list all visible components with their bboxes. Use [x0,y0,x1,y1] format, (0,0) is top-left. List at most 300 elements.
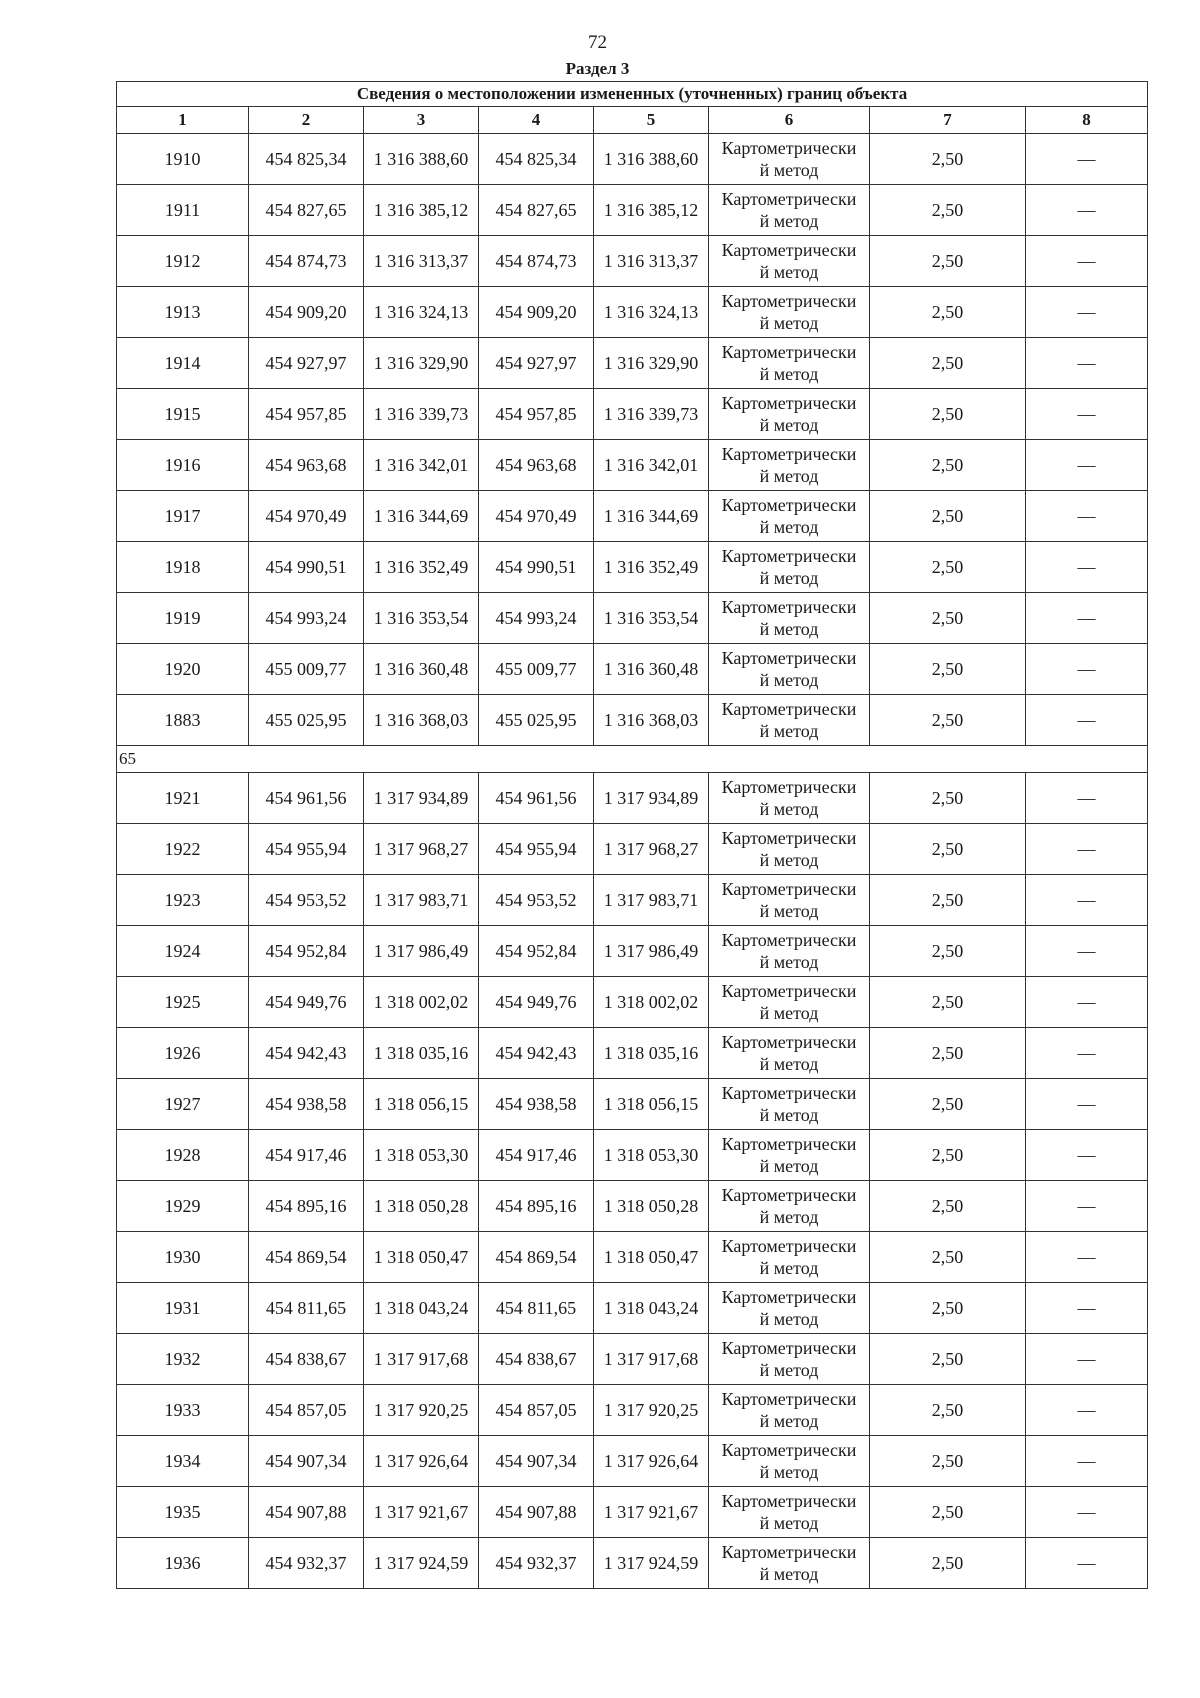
method-text-line1: Картометрически [721,1134,857,1154]
method-text-line1: Картометрически [721,546,857,566]
table-caption-row [117,82,1148,107]
method-text-line2: й метод [759,619,819,639]
y-existing-cell: 1 316 368,03 [364,695,479,746]
method-text-line2: й метод [759,568,819,588]
description-cell: — [1026,695,1148,746]
point-number-cell: 1918 [117,542,249,593]
description-cell: — [1026,644,1148,695]
method-cell [709,338,870,389]
method-text-line1: Картометрически [721,1185,857,1205]
method-cell [709,926,870,977]
x-existing-cell: 454 838,67 [249,1334,364,1385]
y-existing-cell: 1 317 924,59 [364,1538,479,1589]
accuracy-cell: 2,50 [870,287,1026,338]
y-new-cell: 1 316 329,90 [594,338,709,389]
table-row [117,1487,1148,1538]
description-cell: — [1026,338,1148,389]
table-row [117,287,1148,338]
description-cell: — [1026,875,1148,926]
x-new-cell: 454 963,68 [479,440,594,491]
x-existing-cell: 454 993,24 [249,593,364,644]
table-row [117,491,1148,542]
x-existing-cell: 454 970,49 [249,491,364,542]
y-existing-cell: 1 316 353,54 [364,593,479,644]
table-row [117,1283,1148,1334]
description-cell: — [1026,1232,1148,1283]
accuracy-cell: 2,50 [870,389,1026,440]
x-new-cell: 454 970,49 [479,491,594,542]
accuracy-cell: 2,50 [870,875,1026,926]
method-cell [709,1283,870,1334]
y-existing-cell: 1 318 056,15 [364,1079,479,1130]
point-number-cell: 1922 [117,824,249,875]
method-cell [709,287,870,338]
method-text-line2: й метод [759,1105,819,1125]
method-cell [709,644,870,695]
accuracy-cell: 2,50 [870,1232,1026,1283]
method-text-line2: й метод [759,466,819,486]
method-cell [709,875,870,926]
method-text-line1: Картометрически [721,189,857,209]
column-header: 3 [364,107,479,134]
x-new-cell: 454 952,84 [479,926,594,977]
method-cell [709,1028,870,1079]
table-row [117,1232,1148,1283]
point-number-cell: 1926 [117,1028,249,1079]
table-row [117,1436,1148,1487]
x-new-cell: 455 009,77 [479,644,594,695]
x-existing-cell: 454 825,34 [249,134,364,185]
method-cell [709,1181,870,1232]
method-text-line1: Картометрически [721,495,857,515]
method-cell [709,1385,870,1436]
method-cell [709,695,870,746]
y-new-cell: 1 316 353,54 [594,593,709,644]
method-text-line2: й метод [759,1003,819,1023]
y-new-cell: 1 317 934,89 [594,773,709,824]
x-new-cell: 454 874,73 [479,236,594,287]
description-cell: — [1026,185,1148,236]
table-row [117,593,1148,644]
method-text-line2: й метод [759,1513,819,1533]
x-new-cell: 454 827,65 [479,185,594,236]
point-number-cell: 1933 [117,1385,249,1436]
point-number-cell: 1929 [117,1181,249,1232]
description-cell: — [1026,1130,1148,1181]
method-cell [709,593,870,644]
accuracy-cell: 2,50 [870,1538,1026,1589]
y-existing-cell: 1 318 050,28 [364,1181,479,1232]
table-row [117,338,1148,389]
method-text-line1: Картометрически [721,1083,857,1103]
table-row [117,542,1148,593]
y-new-cell: 1 317 917,68 [594,1334,709,1385]
y-new-cell: 1 318 050,47 [594,1232,709,1283]
method-text-line1: Картометрически [721,291,857,311]
method-cell [709,1538,870,1589]
x-existing-cell: 454 990,51 [249,542,364,593]
method-cell [709,773,870,824]
column-header: 2 [249,107,364,134]
y-new-cell: 1 316 344,69 [594,491,709,542]
x-existing-cell: 454 963,68 [249,440,364,491]
method-text-line1: Картометрически [721,1491,857,1511]
x-new-cell: 454 869,54 [479,1232,594,1283]
method-cell [709,542,870,593]
y-new-cell: 1 317 921,67 [594,1487,709,1538]
table-row [117,1079,1148,1130]
section-title: Раздел 3 [565,59,630,78]
x-new-cell: 454 932,37 [479,1538,594,1589]
x-new-cell: 454 895,16 [479,1181,594,1232]
method-text-line2: й метод [759,670,819,690]
description-cell: — [1026,1028,1148,1079]
y-existing-cell: 1 316 352,49 [364,542,479,593]
method-text-line2: й метод [759,1258,819,1278]
point-number-cell: 1925 [117,977,249,1028]
method-cell [709,491,870,542]
y-existing-cell: 1 318 035,16 [364,1028,479,1079]
y-existing-cell: 1 316 388,60 [364,134,479,185]
method-text-line1: Картометрически [721,879,857,899]
description-cell: — [1026,1079,1148,1130]
method-cell [709,389,870,440]
column-header-row [117,107,1148,134]
y-existing-cell: 1 317 917,68 [364,1334,479,1385]
accuracy-cell: 2,50 [870,1487,1026,1538]
x-existing-cell: 454 811,65 [249,1283,364,1334]
accuracy-cell: 2,50 [870,542,1026,593]
x-new-cell: 454 993,24 [479,593,594,644]
method-text-line2: й метод [759,262,819,282]
method-text-line2: й метод [759,313,819,333]
accuracy-cell: 2,50 [870,593,1026,644]
y-new-cell: 1 316 324,13 [594,287,709,338]
x-new-cell: 454 938,58 [479,1079,594,1130]
accuracy-cell: 2,50 [870,1028,1026,1079]
x-existing-cell: 454 952,84 [249,926,364,977]
method-cell [709,1334,870,1385]
x-new-cell: 454 811,65 [479,1283,594,1334]
method-text-line2: й метод [759,799,819,819]
x-existing-cell: 454 932,37 [249,1538,364,1589]
method-text-line1: Картометрически [721,930,857,950]
description-cell: — [1026,926,1148,977]
method-text-line1: Картометрически [721,597,857,617]
x-existing-cell: 454 957,85 [249,389,364,440]
description-cell: — [1026,491,1148,542]
accuracy-cell: 2,50 [870,1436,1026,1487]
accuracy-cell: 2,50 [870,491,1026,542]
method-cell [709,236,870,287]
table-caption: Сведения о местоположении измененных (уточненных) границ объекта [117,82,1148,107]
point-number-cell: 1910 [117,134,249,185]
point-number-cell: 1932 [117,1334,249,1385]
column-header: 4 [479,107,594,134]
method-text-line2: й метод [759,364,819,384]
y-new-cell: 1 317 920,25 [594,1385,709,1436]
point-number-cell: 1921 [117,773,249,824]
x-new-cell: 454 961,56 [479,773,594,824]
accuracy-cell: 2,50 [870,236,1026,287]
description-cell: — [1026,824,1148,875]
description-cell: — [1026,1334,1148,1385]
method-text-line1: Картометрически [721,1440,857,1460]
y-existing-cell: 1 317 986,49 [364,926,479,977]
x-existing-cell: 454 869,54 [249,1232,364,1283]
x-existing-cell: 454 907,34 [249,1436,364,1487]
point-number-cell: 1919 [117,593,249,644]
y-new-cell: 1 317 926,64 [594,1436,709,1487]
table-row [117,134,1148,185]
method-cell [709,185,870,236]
table-row [117,1538,1148,1589]
y-existing-cell: 1 316 329,90 [364,338,479,389]
x-new-cell: 454 990,51 [479,542,594,593]
method-cell [709,1079,870,1130]
table-row [117,875,1148,926]
table-row [117,824,1148,875]
x-existing-cell: 454 953,52 [249,875,364,926]
accuracy-cell: 2,50 [870,1385,1026,1436]
method-text-line2: й метод [759,1207,819,1227]
y-existing-cell: 1 316 344,69 [364,491,479,542]
table-row [117,1385,1148,1436]
method-text-line2: й метод [759,721,819,741]
accuracy-cell: 2,50 [870,134,1026,185]
method-text-line2: й метод [759,1462,819,1482]
method-text-line1: Картометрически [721,1236,857,1256]
page-number: 72 [588,32,607,53]
x-existing-cell: 454 909,20 [249,287,364,338]
y-existing-cell: 1 316 339,73 [364,389,479,440]
x-new-cell: 454 927,97 [479,338,594,389]
x-new-cell: 454 949,76 [479,977,594,1028]
accuracy-cell: 2,50 [870,824,1026,875]
point-number-cell: 1924 [117,926,249,977]
x-new-cell: 454 907,34 [479,1436,594,1487]
y-existing-cell: 1 317 920,25 [364,1385,479,1436]
method-text-line1: Картометрически [721,1287,857,1307]
y-new-cell: 1 318 035,16 [594,1028,709,1079]
table-row [117,236,1148,287]
column-header: 5 [594,107,709,134]
method-cell [709,440,870,491]
y-new-cell: 1 316 385,12 [594,185,709,236]
method-text-line1: Картометрически [721,138,857,158]
y-new-cell: 1 316 339,73 [594,389,709,440]
description-cell: — [1026,1487,1148,1538]
point-number-cell: 1923 [117,875,249,926]
x-existing-cell: 454 927,97 [249,338,364,389]
accuracy-cell: 2,50 [870,1181,1026,1232]
description-cell: — [1026,977,1148,1028]
accuracy-cell: 2,50 [870,1079,1026,1130]
method-text-line1: Картометрически [721,444,857,464]
accuracy-cell: 2,50 [870,695,1026,746]
y-new-cell: 1 316 360,48 [594,644,709,695]
x-existing-cell: 454 907,88 [249,1487,364,1538]
description-cell: — [1026,287,1148,338]
y-existing-cell: 1 317 983,71 [364,875,479,926]
table-row [117,185,1148,236]
method-cell [709,1130,870,1181]
y-existing-cell: 1 318 053,30 [364,1130,479,1181]
method-cell [709,824,870,875]
table-row [117,926,1148,977]
x-existing-cell: 454 827,65 [249,185,364,236]
method-text-line1: Картометрически [721,828,857,848]
y-new-cell: 1 317 986,49 [594,926,709,977]
y-existing-cell: 1 317 968,27 [364,824,479,875]
x-new-cell: 454 957,85 [479,389,594,440]
table-row [117,1334,1148,1385]
table-row [117,1028,1148,1079]
y-existing-cell: 1 317 934,89 [364,773,479,824]
y-new-cell: 1 318 043,24 [594,1283,709,1334]
y-new-cell: 1 318 002,02 [594,977,709,1028]
point-number-cell: 1927 [117,1079,249,1130]
point-number-cell: 1915 [117,389,249,440]
x-existing-cell: 454 895,16 [249,1181,364,1232]
point-number-cell: 1930 [117,1232,249,1283]
column-header: 6 [709,107,870,134]
method-text-line2: й метод [759,1360,819,1380]
method-text-line2: й метод [759,901,819,921]
method-text-line1: Картометрически [721,981,857,1001]
y-new-cell: 1 316 352,49 [594,542,709,593]
method-cell [709,1436,870,1487]
y-new-cell: 1 317 924,59 [594,1538,709,1589]
boundary-coordinates-table [116,81,1148,1589]
table-row [117,644,1148,695]
x-new-cell: 455 025,95 [479,695,594,746]
method-text-line2: й метод [759,850,819,870]
y-existing-cell: 1 317 921,67 [364,1487,479,1538]
method-text-line1: Картометрически [721,393,857,413]
accuracy-cell: 2,50 [870,773,1026,824]
method-cell [709,1487,870,1538]
method-text-line2: й метод [759,1411,819,1431]
x-new-cell: 454 825,34 [479,134,594,185]
description-cell: — [1026,440,1148,491]
y-new-cell: 1 318 050,28 [594,1181,709,1232]
y-existing-cell: 1 318 050,47 [364,1232,479,1283]
accuracy-cell: 2,50 [870,1334,1026,1385]
table-row [117,977,1148,1028]
x-existing-cell: 454 917,46 [249,1130,364,1181]
y-new-cell: 1 316 313,37 [594,236,709,287]
y-existing-cell: 1 317 926,64 [364,1436,479,1487]
table-row [117,389,1148,440]
x-existing-cell: 454 942,43 [249,1028,364,1079]
x-existing-cell: 454 949,76 [249,977,364,1028]
point-number-cell: 1934 [117,1436,249,1487]
table-row [117,695,1148,746]
x-existing-cell: 455 025,95 [249,695,364,746]
method-text-line1: Картометрически [721,648,857,668]
x-existing-cell: 455 009,77 [249,644,364,695]
x-new-cell: 454 955,94 [479,824,594,875]
y-new-cell: 1 317 968,27 [594,824,709,875]
y-existing-cell: 1 316 385,12 [364,185,479,236]
accuracy-cell: 2,50 [870,977,1026,1028]
y-new-cell: 1 316 368,03 [594,695,709,746]
column-header: 7 [870,107,1026,134]
y-existing-cell: 1 316 360,48 [364,644,479,695]
column-header: 8 [1026,107,1148,134]
group-label: 65 [117,746,1148,773]
column-header: 1 [117,107,249,134]
accuracy-cell: 2,50 [870,1283,1026,1334]
point-number-cell: 1914 [117,338,249,389]
x-existing-cell: 454 857,05 [249,1385,364,1436]
point-number-cell: 1935 [117,1487,249,1538]
point-number-cell: 1912 [117,236,249,287]
x-new-cell: 454 857,05 [479,1385,594,1436]
method-text-line2: й метод [759,211,819,231]
x-existing-cell: 454 961,56 [249,773,364,824]
y-new-cell: 1 318 053,30 [594,1130,709,1181]
description-cell: — [1026,542,1148,593]
point-number-cell: 1913 [117,287,249,338]
y-existing-cell: 1 318 043,24 [364,1283,479,1334]
description-cell: — [1026,389,1148,440]
accuracy-cell: 2,50 [870,926,1026,977]
x-existing-cell: 454 938,58 [249,1079,364,1130]
accuracy-cell: 2,50 [870,338,1026,389]
description-cell: — [1026,1181,1148,1232]
table-row [117,773,1148,824]
y-new-cell: 1 316 342,01 [594,440,709,491]
method-text-line2: й метод [759,517,819,537]
x-new-cell: 454 838,67 [479,1334,594,1385]
method-text-line1: Картометрически [721,1338,857,1358]
table-row [117,1130,1148,1181]
method-text-line2: й метод [759,1054,819,1074]
x-new-cell: 454 942,43 [479,1028,594,1079]
y-existing-cell: 1 316 313,37 [364,236,479,287]
description-cell: — [1026,773,1148,824]
accuracy-cell: 2,50 [870,440,1026,491]
x-new-cell: 454 907,88 [479,1487,594,1538]
method-text-line1: Картометрически [721,699,857,719]
point-number-cell: 1916 [117,440,249,491]
description-cell: — [1026,593,1148,644]
y-existing-cell: 1 316 324,13 [364,287,479,338]
point-number-cell: 1928 [117,1130,249,1181]
description-cell: — [1026,1436,1148,1487]
y-existing-cell: 1 316 342,01 [364,440,479,491]
method-text-line1: Картометрически [721,1542,857,1562]
table-row [117,1181,1148,1232]
point-number-cell: 1883 [117,695,249,746]
method-text-line2: й метод [759,952,819,972]
method-text-line1: Картометрически [721,777,857,797]
method-text-line1: Картометрически [721,1032,857,1052]
point-number-cell: 1920 [117,644,249,695]
description-cell: — [1026,1283,1148,1334]
y-new-cell: 1 318 056,15 [594,1079,709,1130]
point-number-cell: 1911 [117,185,249,236]
method-text-line2: й метод [759,1564,819,1584]
accuracy-cell: 2,50 [870,1130,1026,1181]
point-number-cell: 1936 [117,1538,249,1589]
y-new-cell: 1 317 983,71 [594,875,709,926]
method-cell [709,1232,870,1283]
method-cell [709,977,870,1028]
group-label-row [117,746,1148,773]
